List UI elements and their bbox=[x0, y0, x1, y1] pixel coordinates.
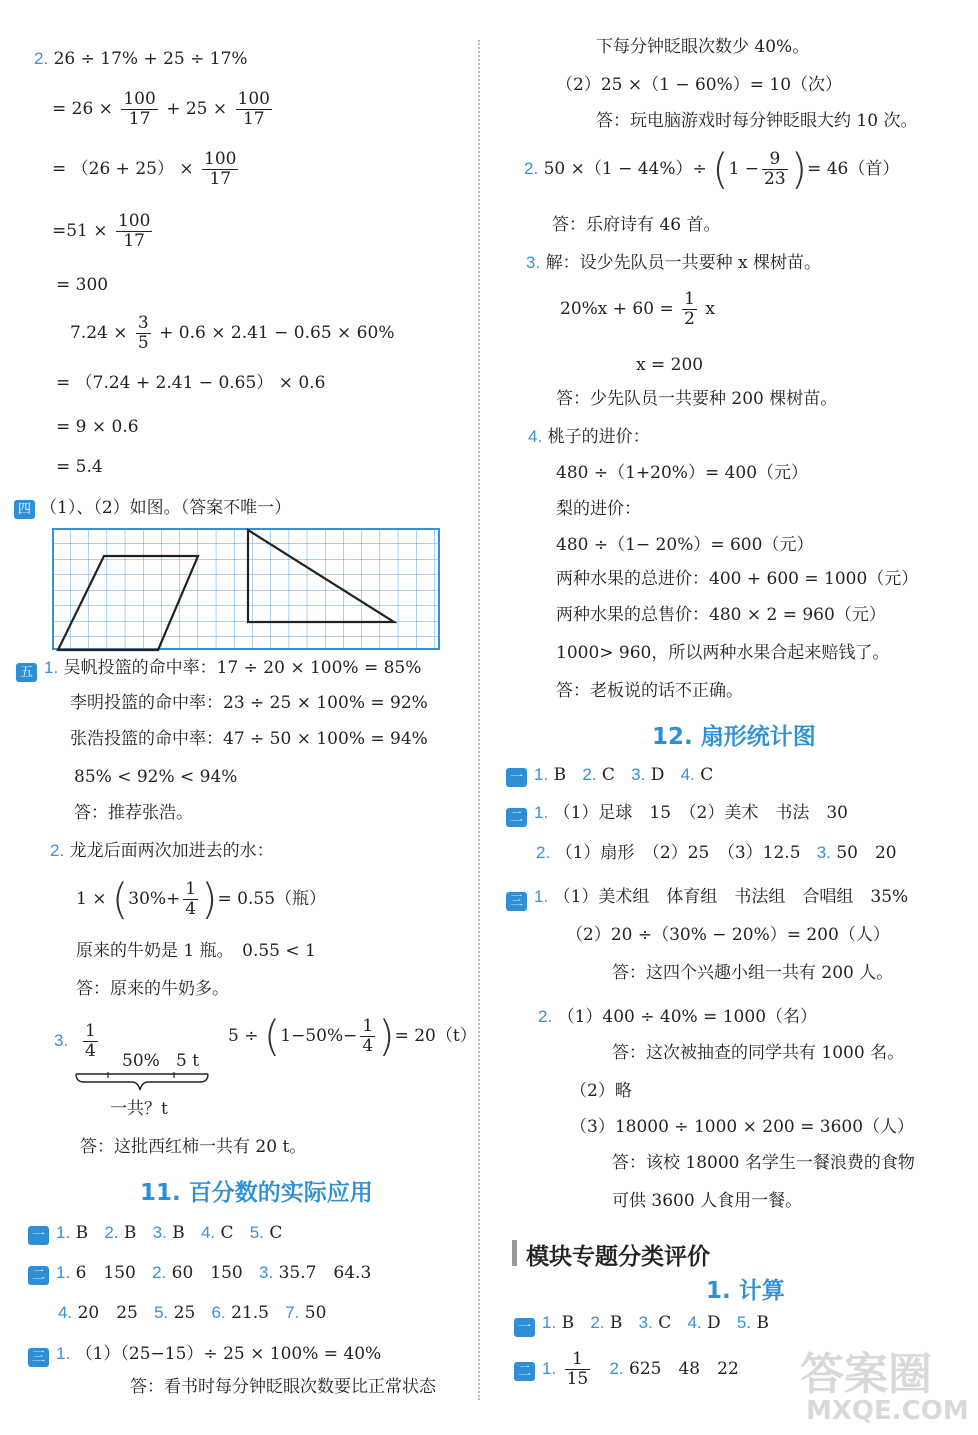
text: 625 48 22 bbox=[629, 1359, 739, 1379]
item-number: 2. bbox=[538, 1007, 553, 1026]
item-number: 1. bbox=[56, 1223, 71, 1242]
fraction bbox=[236, 90, 272, 129]
item-number: 2. bbox=[50, 841, 65, 860]
s11-row3-answer: 答：看书时每分钟眨眼次数要比正常状态 bbox=[130, 1377, 436, 1397]
fraction bbox=[136, 314, 151, 353]
item-number: 2. bbox=[609, 1359, 624, 1378]
text: 龙龙后面两次加进去的水： bbox=[69, 841, 274, 861]
wu-q2-formula: 1 × (30%+ $\frac{1}{4}$ )= 0.55（瓶） bbox=[76, 874, 327, 924]
text: （1）（25−15）÷ 25 × 100% = 40% bbox=[75, 1344, 382, 1364]
r-q4-title bbox=[528, 426, 650, 448]
wu-q3-answer: 答：这批西红柿一共有 20 t。 bbox=[80, 1137, 307, 1157]
s12-row3a bbox=[534, 886, 908, 908]
fraction bbox=[565, 1350, 591, 1389]
answer: B bbox=[553, 765, 567, 785]
denominator: 5 bbox=[137, 333, 149, 353]
wu-q2-answer: 答：原来的牛奶多。 bbox=[76, 979, 229, 999]
expr: 50 ×（1 − 44%）÷ bbox=[543, 159, 707, 179]
module-marker bbox=[512, 1240, 517, 1266]
expr: = （26 + 25） × bbox=[52, 159, 194, 179]
item-number: 4. bbox=[528, 427, 543, 446]
r-line-c2: （2）25 ×（1 − 60%）= 10（次） bbox=[556, 75, 843, 95]
denominator: 17 bbox=[242, 109, 265, 129]
item-number: 2. bbox=[104, 1223, 119, 1242]
s12-row3c: 答：这四个兴趣小组一共有 200 人。 bbox=[612, 963, 894, 983]
wu-q3-percent: 50% bbox=[122, 1051, 160, 1071]
text: （1）足球 15 （2）美术 书法 30 bbox=[553, 803, 848, 823]
numerator: 1 bbox=[85, 1021, 96, 1041]
expr: + 25 × bbox=[166, 99, 228, 119]
answer: 20 25 bbox=[77, 1303, 138, 1323]
expr: 7.24 × bbox=[70, 323, 128, 343]
answer: B bbox=[756, 1313, 769, 1333]
item-number: 2. bbox=[590, 1313, 605, 1332]
expr: 1 × bbox=[76, 889, 107, 909]
watermark-url: MXQE.COM bbox=[806, 1396, 969, 1426]
r-q4-line6: 1000> 960，所以两种水果合起来赔钱了。 bbox=[556, 643, 890, 663]
item-number: 1. bbox=[56, 1344, 71, 1363]
m-row1 bbox=[542, 1312, 769, 1334]
r-line-c1: 下每分钟眨眼次数少 40%。 bbox=[596, 37, 810, 57]
module-sub-title: 1. 计算 bbox=[706, 1278, 785, 1304]
grid-figure bbox=[52, 528, 442, 652]
fraction bbox=[202, 150, 238, 189]
expr: 1 − bbox=[728, 159, 760, 179]
text: 50 20 bbox=[836, 843, 897, 863]
expr: 30%+ bbox=[128, 889, 181, 909]
calc-3-line3: = 9 × 0.6 bbox=[56, 417, 139, 437]
wu-q3-5t: 5 t bbox=[176, 1051, 200, 1071]
fraction bbox=[183, 880, 198, 919]
wu-q1-line1 bbox=[44, 657, 421, 679]
fraction bbox=[83, 1022, 98, 1061]
r-q2-formula: 2. 50 ×（1 − 44%）÷ (1 − $\frac{9}{23}$ )= 46（首） bbox=[524, 144, 900, 194]
wu-q1-line3: 张浩投篮的命中率：47 ÷ 50 × 100% = 94% bbox=[70, 729, 428, 749]
denominator: 15 bbox=[566, 1369, 589, 1389]
denominator: 4 bbox=[185, 899, 197, 919]
expr: 1−50%− bbox=[280, 1026, 358, 1046]
item-number: 4. bbox=[680, 765, 695, 784]
denominator: 23 bbox=[764, 169, 786, 189]
item-number: 6. bbox=[211, 1303, 226, 1322]
wu-q3-number bbox=[54, 1030, 68, 1052]
item-number: 3. bbox=[258, 1263, 274, 1282]
item-number: 4. bbox=[58, 1303, 73, 1322]
expr: 20%x + 60 = bbox=[560, 299, 674, 319]
section-badge-2: 二 bbox=[28, 1266, 49, 1285]
answer: C bbox=[269, 1223, 283, 1243]
s12-row1 bbox=[534, 764, 713, 786]
r-line-c3: 答：玩电脑游戏时每分钟眨眼大约 10 次。 bbox=[596, 111, 918, 131]
text: 解：设少先队员一共要种 x 棵树苗。 bbox=[545, 253, 821, 273]
expr: x bbox=[705, 299, 715, 319]
calc-2-line4 bbox=[52, 212, 155, 251]
wu-q2-title bbox=[50, 840, 274, 862]
item-number: 7. bbox=[285, 1303, 300, 1322]
denominator: 4 bbox=[362, 1036, 374, 1056]
text: 桃子的进价： bbox=[547, 427, 650, 447]
section-title-11: 11. 百分数的实际应用 bbox=[140, 1180, 373, 1206]
item-number: 2. bbox=[524, 159, 539, 178]
item-number: 4. bbox=[200, 1223, 216, 1242]
answer: C bbox=[658, 1313, 672, 1333]
s12-row3g: （3）18000 ÷ 1000 × 200 = 3600（人） bbox=[570, 1117, 915, 1137]
expr: = 46（首） bbox=[807, 159, 900, 179]
answer: 35.7 64.3 bbox=[278, 1263, 372, 1283]
calc-2-line2 bbox=[52, 90, 275, 129]
section-badge-2: 二 bbox=[514, 1362, 535, 1381]
item-number: 5. bbox=[154, 1303, 169, 1322]
r-q3-equation bbox=[560, 290, 715, 329]
watermark-logo: 答案圈 bbox=[800, 1349, 932, 1400]
expr: 26 ÷ 17% + 25 ÷ 17% bbox=[53, 49, 248, 69]
item-number: 1. bbox=[534, 887, 549, 906]
answer: B bbox=[609, 1313, 623, 1333]
item-number: 2. bbox=[34, 49, 49, 68]
section-badge-1: 一 bbox=[28, 1226, 49, 1245]
answer: C bbox=[220, 1223, 234, 1243]
r-q4-line2: 梨的进价： bbox=[556, 499, 641, 519]
calc-2-result: = 300 bbox=[56, 275, 109, 295]
wu-q3-bracket bbox=[72, 1072, 212, 1098]
section-badge-3: 三 bbox=[28, 1348, 49, 1367]
s11-row1 bbox=[56, 1222, 282, 1244]
r-q4-line1: 480 ÷（1+20%）= 400（元） bbox=[556, 463, 809, 483]
section-badge-1: 一 bbox=[506, 768, 527, 787]
s11-row3 bbox=[56, 1343, 381, 1365]
r-q4-line3: 480 ÷（1− 20%）= 600（元） bbox=[556, 535, 814, 555]
text: （1）美术组 体育组 书法组 合唱组 35% bbox=[553, 887, 909, 907]
r-q4-line5: 两种水果的总售价：480 × 2 = 960（元） bbox=[556, 605, 886, 625]
item-number: 1. bbox=[542, 1359, 557, 1378]
wu-q1-line2: 李明投篮的命中率：23 ÷ 25 × 100% = 92% bbox=[70, 693, 428, 713]
numerator: 1 bbox=[565, 1350, 591, 1370]
r-q4-answer: 答：老板说的话不正确。 bbox=[556, 681, 743, 701]
s12-row2a bbox=[534, 802, 848, 824]
answer: C bbox=[601, 765, 615, 785]
wu-q1-line4: 85% < 92% < 94% bbox=[74, 767, 238, 787]
numerator: 100 bbox=[117, 211, 151, 231]
fraction bbox=[360, 1017, 375, 1056]
wu-q1-answer: 答：推荐张浩。 bbox=[74, 803, 193, 823]
denominator: 17 bbox=[209, 169, 232, 189]
wu-q3-total: 一共？t bbox=[110, 1099, 168, 1119]
answer: 60 150 bbox=[171, 1263, 243, 1283]
item-number: 2. bbox=[152, 1263, 167, 1282]
answer: 25 bbox=[173, 1303, 196, 1323]
item-number: 5. bbox=[736, 1313, 752, 1332]
expr: = 0.55（瓶） bbox=[217, 889, 327, 909]
fraction bbox=[121, 90, 157, 129]
answer: B bbox=[172, 1223, 185, 1243]
numerator: 3 bbox=[137, 313, 149, 333]
expr: = 20（t） bbox=[394, 1026, 477, 1046]
r-q3-answer: 答：少先队员一共要种 200 棵树苗。 bbox=[556, 389, 838, 409]
r-q3-result: x = 200 bbox=[636, 355, 704, 375]
answer: 21.5 bbox=[231, 1303, 269, 1323]
item-number: 1. bbox=[534, 765, 549, 784]
wu-q3-fraction bbox=[80, 1022, 101, 1061]
s11-row2b bbox=[58, 1302, 326, 1324]
item-number: 1. bbox=[44, 658, 59, 677]
answer: B bbox=[75, 1223, 89, 1243]
grid-background bbox=[53, 529, 439, 649]
numerator: 100 bbox=[237, 89, 270, 109]
calc-2-line1 bbox=[34, 48, 248, 70]
answer: D bbox=[650, 765, 665, 785]
denominator: 17 bbox=[123, 231, 145, 251]
item-number: 5. bbox=[249, 1223, 264, 1242]
expr: + 0.6 × 2.41 − 0.65 × 60% bbox=[159, 323, 395, 343]
r-q3-title bbox=[526, 252, 821, 274]
answer: B bbox=[123, 1223, 137, 1243]
text: 吴帆投篮的命中率：17 ÷ 20 × 100% = 85% bbox=[63, 658, 422, 678]
s11-row2a bbox=[56, 1262, 371, 1284]
numerator: 1 bbox=[185, 879, 197, 899]
s12-row3f: （2）略 bbox=[570, 1081, 632, 1101]
section-badge-4: 四 bbox=[14, 500, 35, 519]
item-number: 3. bbox=[526, 253, 541, 272]
item-number: 1. bbox=[542, 1313, 557, 1332]
text: （1）400 ÷ 40% = 1000（名） bbox=[557, 1007, 818, 1027]
section-badge-2: 二 bbox=[506, 808, 527, 827]
r-q2-answer: 答：乐府诗有 46 首。 bbox=[552, 215, 721, 235]
section-badge-5: 五 bbox=[16, 663, 37, 682]
expr: 5 ÷ bbox=[228, 1026, 259, 1046]
r-q4-line4: 两种水果的总进价：400 + 600 = 1000（元） bbox=[556, 569, 919, 589]
section-4-text: （1）、（2）如图。（答案不唯一） bbox=[40, 498, 292, 518]
item-number: 3. bbox=[152, 1223, 167, 1242]
item-number: 3. bbox=[54, 1031, 69, 1050]
numerator: 100 bbox=[123, 89, 156, 109]
fraction bbox=[682, 290, 697, 329]
s12-row3b: （2）20 ÷（30% − 20%）= 200（人） bbox=[566, 925, 890, 945]
m-row2 bbox=[542, 1350, 739, 1389]
fraction bbox=[116, 212, 152, 251]
s12-row3e: 答：这次被抽查的同学共有 1000 名。 bbox=[612, 1043, 905, 1063]
section-badge-3: 三 bbox=[506, 892, 527, 911]
item-number: 2. bbox=[582, 765, 597, 784]
numerator: 100 bbox=[204, 149, 237, 169]
section-title-12: 12. 扇形统计图 bbox=[652, 724, 816, 750]
text: （1）扇形 （2）25 （3）12.5 bbox=[555, 843, 801, 863]
answer: 50 bbox=[304, 1303, 327, 1323]
item-number: 1. bbox=[56, 1263, 71, 1282]
wu-q2-line2: 原来的牛奶是 1 瓶。 0.55 < 1 bbox=[76, 941, 316, 961]
fraction bbox=[762, 150, 788, 189]
item-number: 3. bbox=[816, 843, 831, 862]
calc-3-line1 bbox=[70, 314, 394, 353]
s12-row3i: 可供 3600 人食用一餐。 bbox=[612, 1191, 803, 1211]
answer: B bbox=[561, 1313, 575, 1333]
answer: D bbox=[707, 1313, 721, 1333]
item-number: 3. bbox=[631, 765, 646, 784]
item-number: 1. bbox=[534, 803, 549, 822]
item-number: 2. bbox=[536, 843, 551, 862]
calc-3-result: = 5.4 bbox=[56, 457, 103, 477]
calc-2-line3 bbox=[52, 150, 241, 189]
numerator: 9 bbox=[762, 150, 788, 170]
s12-row3h: 答：该校 18000 名学生一餐浪费的食物 bbox=[612, 1153, 915, 1173]
s12-row3d bbox=[538, 1006, 817, 1028]
expr: = 26 × bbox=[52, 99, 113, 119]
answer: 6 150 bbox=[75, 1263, 136, 1283]
denominator: 4 bbox=[85, 1041, 96, 1061]
expr: =51 × bbox=[52, 221, 108, 241]
column-divider bbox=[478, 40, 480, 1400]
module-title: 模块专题分类评价 bbox=[526, 1244, 710, 1270]
numerator: 1 bbox=[684, 289, 695, 309]
section-badge-1: 一 bbox=[514, 1318, 535, 1337]
wu-q3-equation: 5 ÷ (1−50%− $\frac{1}{4}$ )= 20（t） bbox=[228, 1011, 477, 1061]
item-number: 4. bbox=[687, 1313, 702, 1332]
item-number: 3. bbox=[638, 1313, 653, 1332]
answer: C bbox=[700, 765, 714, 785]
s12-row2b bbox=[536, 842, 897, 864]
calc-3-line2: = （7.24 + 2.41 − 0.65） × 0.6 bbox=[56, 373, 326, 393]
denominator: 2 bbox=[684, 309, 695, 329]
numerator: 1 bbox=[362, 1016, 374, 1036]
denominator: 17 bbox=[128, 109, 151, 129]
